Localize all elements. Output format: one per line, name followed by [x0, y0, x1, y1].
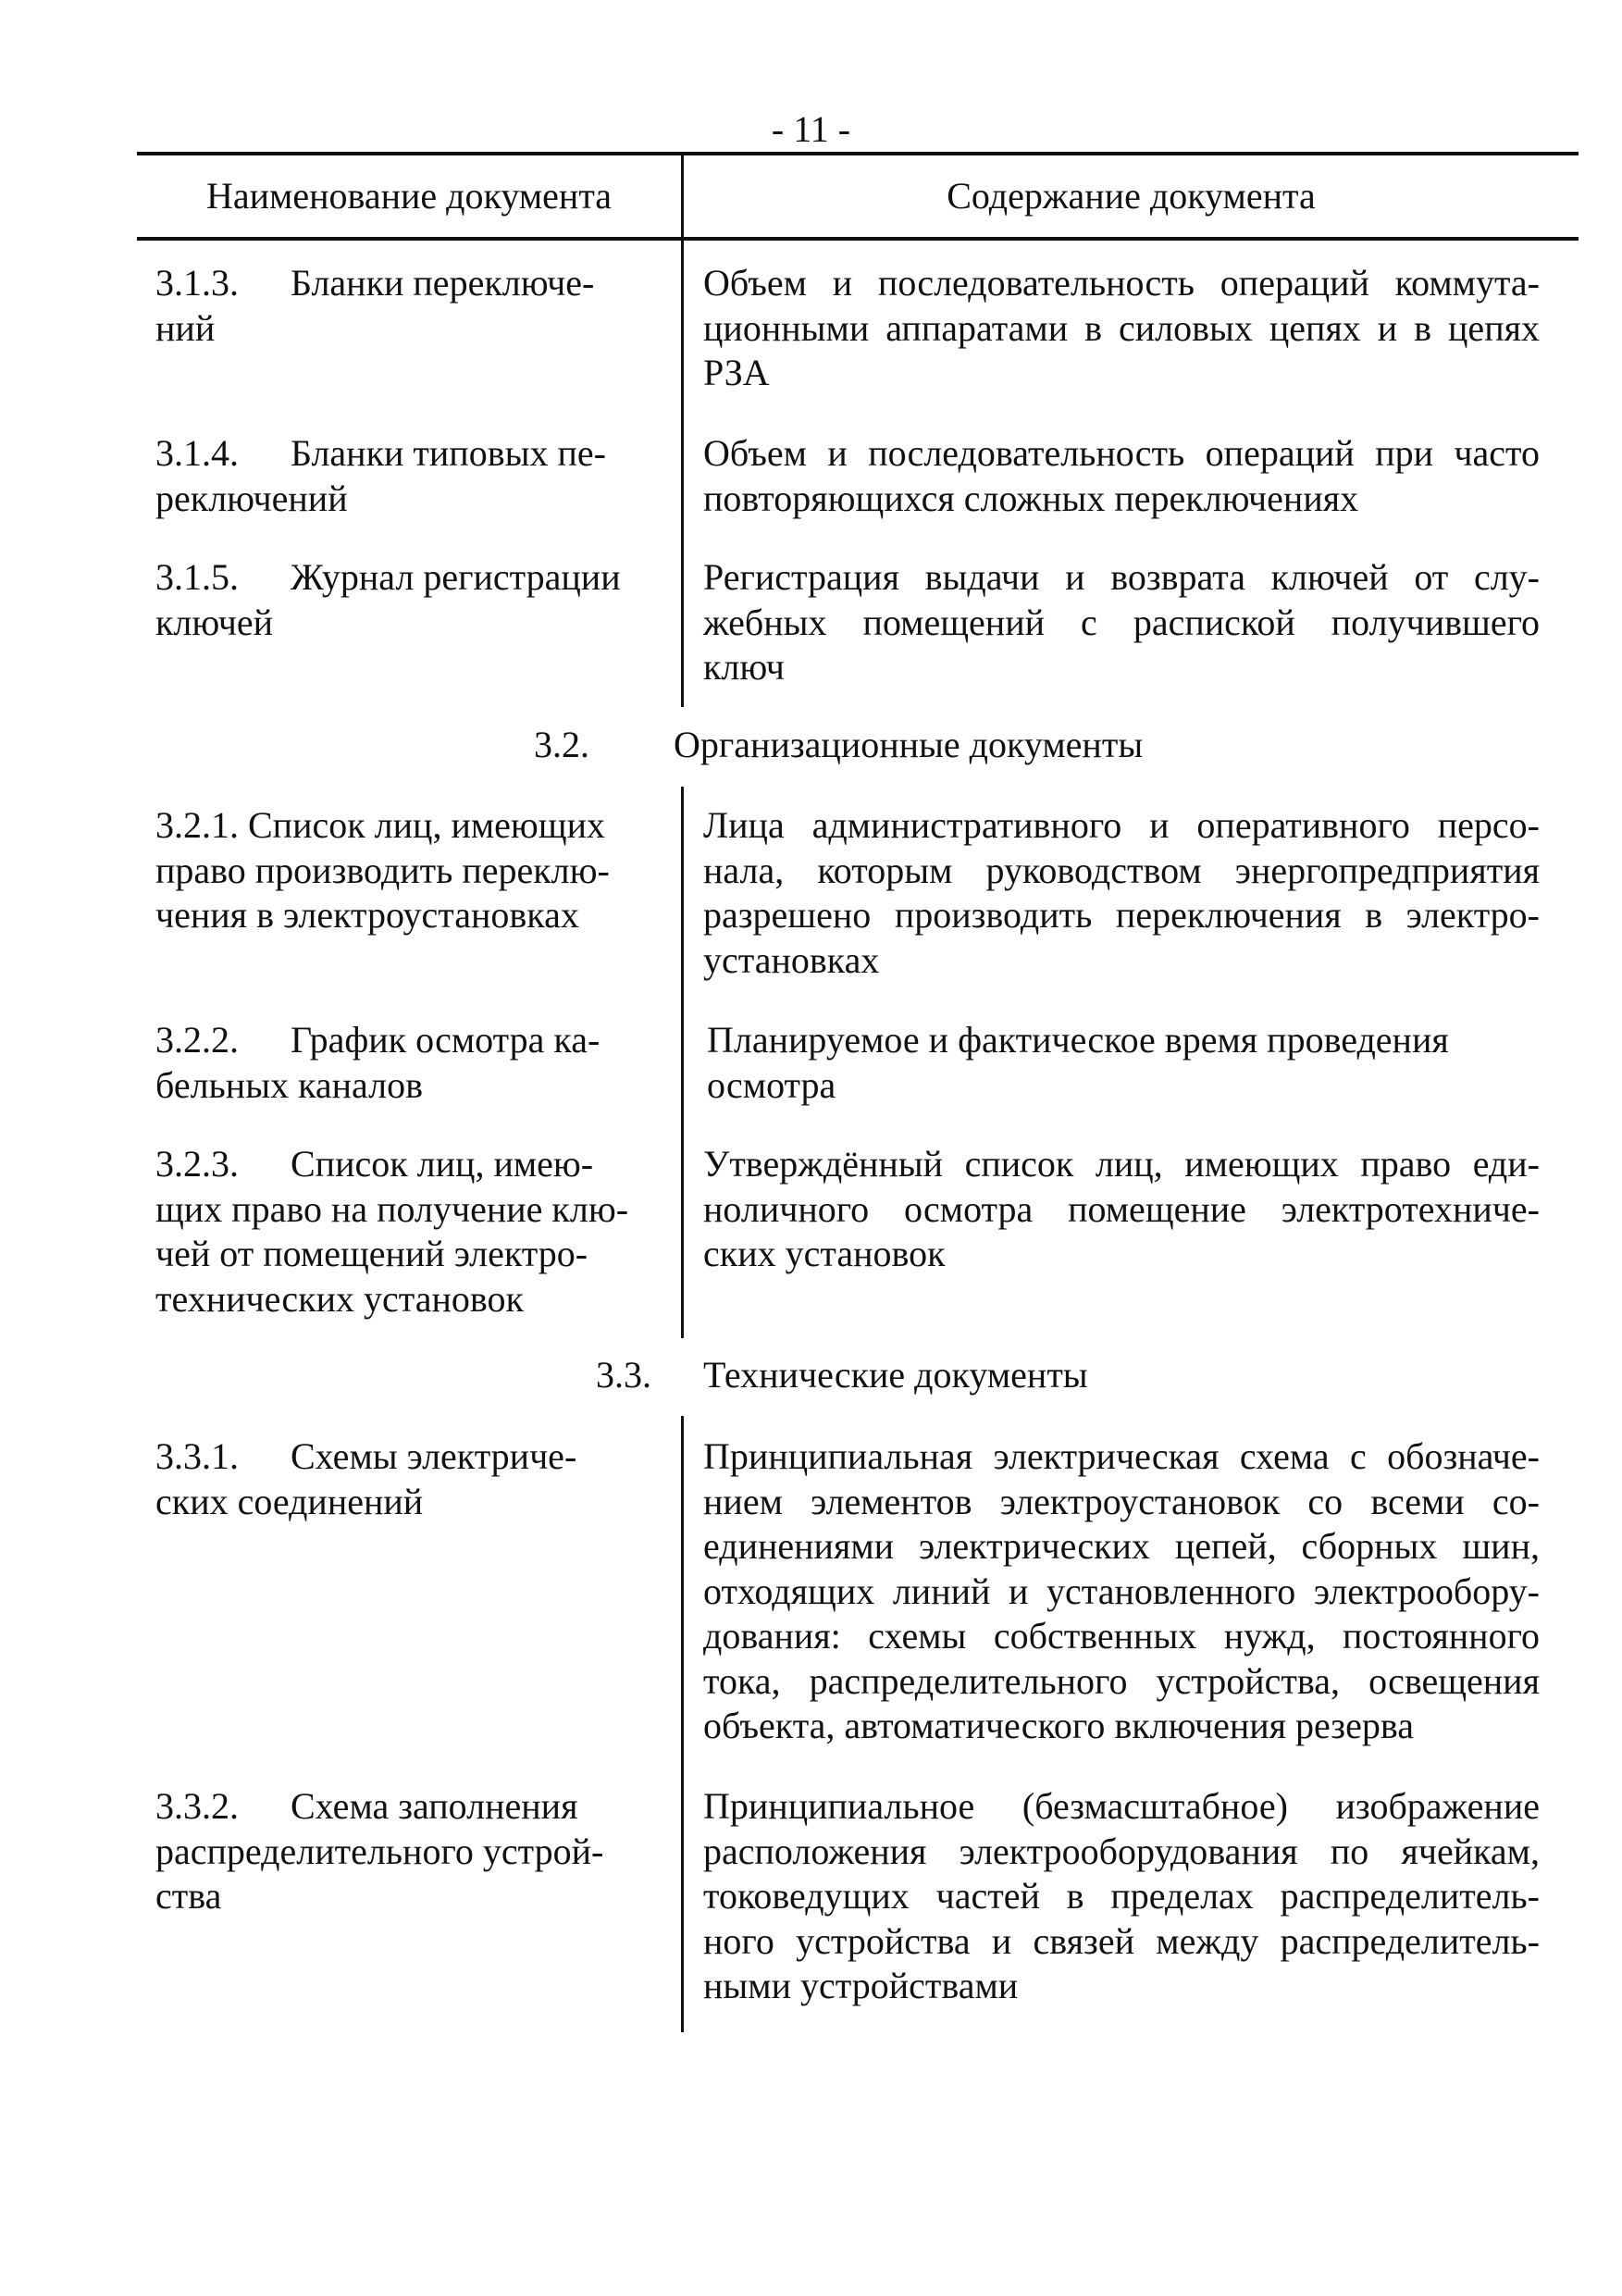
column-divider — [681, 787, 684, 1338]
column-divider — [681, 1416, 684, 2032]
table-row-name: 3.2.3. Список лиц, имею- щих право на получение клю- чей от помещений электро- технических установок — [155, 1143, 629, 1320]
table-row-name: 3.1.3. Бланки переключе- ний — [155, 262, 595, 349]
table-row-content: Принципиальная электрическая схема с обозначе- нием элементов электроустановок со всеми со- единениями электрических цепей, сборных шин, отходящих линий и установленного электрообору- дования: схемы собственных нужд, постоянного тока, распределительного устройства, освещения объекта, автоматического включения резерва — [703, 1435, 1540, 1746]
section-title: Организационные документы — [674, 724, 1144, 765]
table-row-name: 3.3.2. Схема заполнения распределительного устрой- ства — [155, 1785, 604, 1917]
table-row-name: 3.1.4. Бланки типовых пе- реключений — [155, 432, 606, 519]
section-number: 3.2. — [534, 724, 589, 765]
section-number: 3.3. — [596, 1354, 651, 1396]
table-row-content: Объем и последовательность операций коммута- ционными аппаратами в силовых цепях и в цепях РЗА — [703, 262, 1540, 393]
table-header-rule — [137, 237, 1579, 241]
column-divider — [681, 152, 684, 707]
section-title: Технические документы — [703, 1354, 1088, 1396]
table-row-name: 3.2.1. Список лиц, имеющих право производить переклю- чения в электроустановках — [155, 804, 610, 936]
table-row-content: Объем и последовательность операций при часто повторяющихся сложных переключениях — [703, 432, 1540, 519]
table-row-content: Планируемое и фактическое время проведения осмотра — [707, 1019, 1449, 1106]
header-name: Наименование документа — [205, 175, 613, 217]
table-top-rule — [137, 152, 1579, 155]
page-number: - 11 - — [771, 108, 851, 150]
table-row-content: Принципиальное (безмасштабное) изображение расположения электрооборудования по ячейкам, токоведущих частей в пределах распределитель- ного устройства и связей между распределитель- ными устройствами — [703, 1785, 1540, 2006]
header-content: Содержание документа — [947, 175, 1316, 217]
table-row-content: Регистрация выдачи и возврата ключей от слу- жебных помещений с распиской получившего ключ — [703, 556, 1540, 688]
table-row-content: Утверждённый список лиц, имеющих право еди- ноличного осмотра помещение электротехниче- ских установок — [703, 1143, 1540, 1274]
table-row-name: 3.1.5. Журнал регистрации ключей — [155, 556, 621, 643]
table-row-name: 3.3.1. Схемы электриче- ских соединений — [155, 1435, 577, 1522]
table-row-content: Лица административного и оперативного персо- нала, которым руководством энергопредприятия разрешено производить переключения в электро- установках — [703, 804, 1540, 981]
table-row-name: 3.2.2. График осмотра ка- бельных каналов — [155, 1019, 601, 1106]
